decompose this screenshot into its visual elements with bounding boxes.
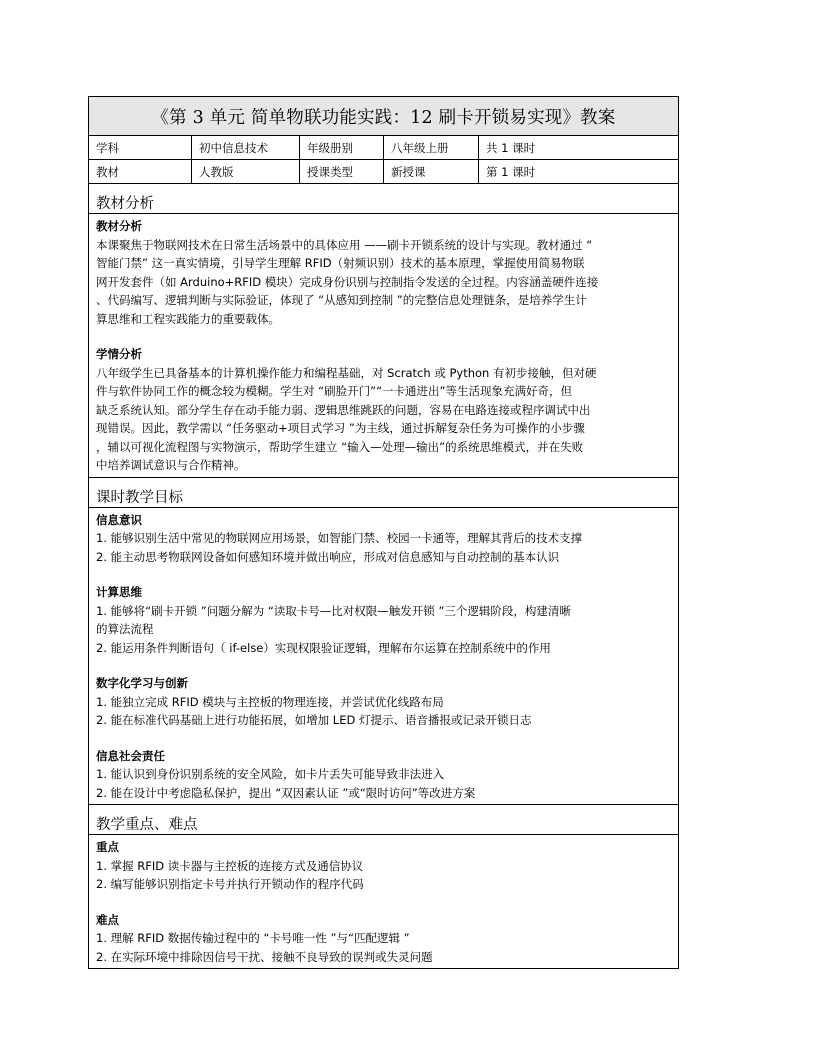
text-line: 智能门禁” 这一真实情境，引导学生理解 RFID（射频识别）技术的基本原理，掌握使用简易物联 xyxy=(96,256,585,270)
text-line: 算思维和工程实践能力的重要载体。 xyxy=(96,311,280,326)
lesson-plan-table xyxy=(88,96,679,969)
subsection-title: 信息社会责任 xyxy=(96,748,165,763)
section-heading: 教学重点、难点 xyxy=(89,805,678,835)
document-title: 《第 3 单元 简单物联功能实践：12 刷卡开锁易实现》教案 xyxy=(89,97,678,136)
list-item: 1. 掌握 RFID 读卡器与主控板的连接方式及通信协议 xyxy=(96,858,364,873)
list-item: 2. 编写能够识别指定卡号并执行开锁动作的程序代码 xyxy=(96,877,364,891)
subsection-title: 难点 xyxy=(96,912,119,927)
list-item: 1. 能够将“刷卡开锁 ”问题分解为 “读取卡号—比对权限—触发开锁 ”三个逻辑阶段，构建清晰 xyxy=(96,603,571,618)
subsection-title: 计算思维 xyxy=(96,585,142,599)
grade-value: 八年级上册 xyxy=(384,136,479,159)
text-line: 网开发套件（如 Arduino+RFID 模块）完成身份识别与控制指令发送的全过程。内容涵盖硬件连接 xyxy=(96,274,599,289)
text-line: 缺乏系统认知。部分学生存在动手能力弱、逻辑思维跳跃的问题，容易在电路连接或程序调试中出 xyxy=(96,402,591,417)
info-row-2 xyxy=(89,160,678,184)
text-line: 件与软件协同工作的概念较为模糊。学生对 “刷脸开门”“一卡通进出”等生活现象充满好奇，但 xyxy=(96,384,572,398)
text-line: ，辅以可视化流程图与实物演示，帮助学生建立 “输入—处理—输出”的系统思维模式，并在失败 xyxy=(96,439,584,454)
list-item: 2. 能在标准代码基础上进行功能拓展，如增加 LED 灯提示、语音播报或记录开锁日志 xyxy=(96,713,532,727)
text-line: 、代码编写、逻辑判断与实际验证，体现了 “从感知到控制 ”的完整信息处理链条，是培养学生计 xyxy=(96,293,587,307)
list-item: 2. 能运用条件判断语句（ if-else）实现权限验证逻辑，理解布尔运算在控制系统中的作用 xyxy=(96,640,551,655)
key-difficult-points-section xyxy=(89,805,678,968)
text-line: 现错误。因此，教学需以 “任务驱动+项目式学习 ”为主线，通过拆解复杂任务为可操作的小步骤 xyxy=(96,421,585,435)
text-line: 八年级学生已具备基本的计算机操作能力和编程基础，对 Scratch 或 Python 有初步接触，但对硬 xyxy=(96,365,597,380)
list-item: 1. 能够识别生活中常见的物联网应用场景，如智能门禁、校园一卡通等，理解其背后的技术支撑 xyxy=(96,531,583,545)
subsection-title: 数字化学习与创新 xyxy=(96,676,188,690)
list-item: 1. 能认识到身份识别系统的安全风险，如卡片丢失可能导致非法进入 xyxy=(96,767,445,781)
list-item: 2. 能主动思考物联网设备如何感知环境并做出响应，形成对信息感知与自动控制的基本认识 xyxy=(96,549,560,564)
subsection-title: 信息意识 xyxy=(96,512,142,527)
total-periods: 共 1 课时 xyxy=(486,140,536,155)
text-line: 中培养调试意识与合作精神。 xyxy=(96,458,246,472)
subject-value: 初中信息技术 xyxy=(192,136,300,159)
current-period: 第 1 课时 xyxy=(486,164,536,179)
subsection-title: 重点 xyxy=(96,840,119,854)
grade-label: 年级册别 xyxy=(300,136,384,159)
list-item: 2. 在实际环境中排除因信号干扰、接触不良导致的误判或失灵问题 xyxy=(96,949,433,964)
info-row-1 xyxy=(89,136,678,160)
subsection-title: 教材分析 xyxy=(96,219,142,233)
lesson-type-label: 授课类型 xyxy=(300,160,384,183)
subject-label: 学科 xyxy=(89,136,192,159)
textbook-label: 教材 xyxy=(89,160,192,183)
subsection-title: 学情分析 xyxy=(96,347,142,361)
material-analysis-section xyxy=(89,184,678,478)
section-heading: 课时教学目标 xyxy=(89,478,678,508)
text-line: 本课聚焦于物联网技术在日常生活场景中的具体应用 ——刷卡开锁系统的设计与实现。教材通过 “ xyxy=(96,237,593,252)
section-heading: 教材分析 xyxy=(89,184,678,214)
lesson-type-value: 新授课 xyxy=(384,160,479,183)
list-item: 2. 能在设计中考虑隐私保护，提出 “双因素认证 ”或“限时访问”等改进方案 xyxy=(96,785,476,800)
textbook-value: 人教版 xyxy=(192,160,300,183)
teaching-goals-section xyxy=(89,478,678,806)
list-item: 1. 理解 RFID 数据传输过程中的 “卡号唯一性 ”与“匹配逻辑 ” xyxy=(96,931,410,945)
list-item: 1. 能独立完成 RFID 模块与主控板的物理连接，并尝试优化线路布局 xyxy=(96,694,444,709)
list-item: 的算法流程 xyxy=(96,622,154,636)
